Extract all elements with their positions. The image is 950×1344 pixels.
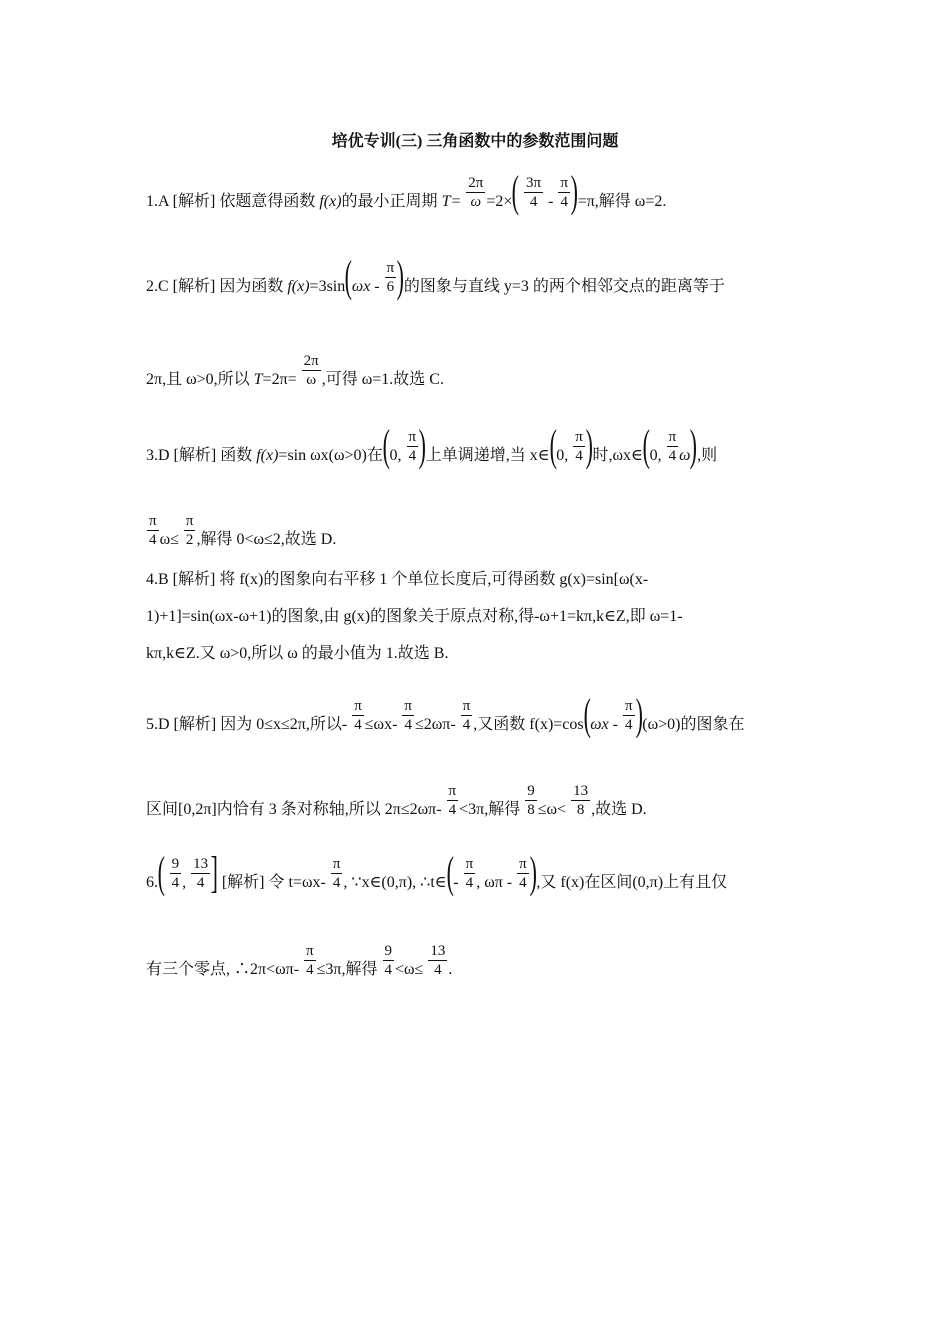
answer-4-line-2: 1)+1]=sin(ωx-ω+1)的图象,由 g(x)的图象关于原点对称,得-ω+1=kπ,k∈Z,即 ω=1- (146, 608, 683, 625)
answer-2-line-1: 2.C [解析] 因为函数 f(x)=3sin(ωx - $\frac{\pi}{6}$ )的图象与直线 y=3 的两个相邻交点的距离等于 (146, 252, 725, 301)
answer-1: 1.A [解析] 依题意得函数 f(x)的最小正周期 T= $\frac{2\pi}{\omega}$ =2×( $\frac{3\pi}{4}$ - $\frac{\pi}{4}$ )=π,解得 ω=2. (146, 167, 667, 216)
answer-3-line-1: 3.D [解析] 函数 f(x)=sin ωx(ω>0)在(0, $\frac{\pi}{4}$ )上单调递增,当 x∈(0, $\frac{\pi}{4}$ )时,ωx∈(0, $\frac{\pi}{4}$ ω),则 (146, 421, 718, 470)
answer-4-line-1: 4.B [解析] 将 f(x)的图象向右平移 1 个单位长度后,可得函数 g(x)=sin[ω(x- (146, 571, 649, 588)
answer-3-line-2: $\frac{\pi}{4}$ ω≤ $\frac{\pi}{2}$ ,解得 0<ω≤2,故选 D. (149, 513, 337, 548)
answer-5-line-2: 区间[0,2π]内恰有 3 条对称轴,所以 2π≤2ωπ- $\frac{\pi}{4}$ <3π,解得 $\frac{9}{8}$ ≤ω< $\frac{13}{8}$ ,故选 D. (146, 783, 647, 818)
answer-4-line-3: kπ,k∈Z.又 ω>0,所以 ω 的最小值为 1.故选 B. (146, 645, 449, 662)
answer-6-line-1: 6.( $\frac{9}{4}$ , $\frac{13}{4}$ ] [解析] 令 t=ωx- $\frac{\pi}{4}$ , ∵x∈(0,π), ∴t∈(- $\frac{\pi}{4}$ , ωπ - $\frac{\pi}{4}$ ),又 f(x)在区间(0,π)上有且仅 (146, 848, 728, 897)
page-title: 培优专训(三) 三角函数中的参数范围问题 (331, 133, 619, 150)
answer-6-line-2: 有三个零点, ∴2π<ωπ- $\frac{\pi}{4}$ ≤3π,解得 $\frac{9}{4}$ <ω≤ $\frac{13}{4}$ . (146, 943, 453, 978)
answer-2-line-2: 2π,且 ω>0,所以 T=2π= $\frac{2\pi}{\omega}$ ,可得 ω=1.故选 C. (146, 353, 444, 388)
answer-5-line-1: 5.D [解析] 因为 0≤x≤2π,所以- $\frac{\pi}{4}$ ≤ωx- $\frac{\pi}{4}$ ≤2ωπ- $\frac{\pi}{4}$ ,又函数 f(x)=cos(ωx - $\frac{\pi}{4}$ )(ω>0)的图象在 (146, 690, 745, 739)
fraction: $\frac{2\pi}{\omega}$ (468, 175, 484, 210)
